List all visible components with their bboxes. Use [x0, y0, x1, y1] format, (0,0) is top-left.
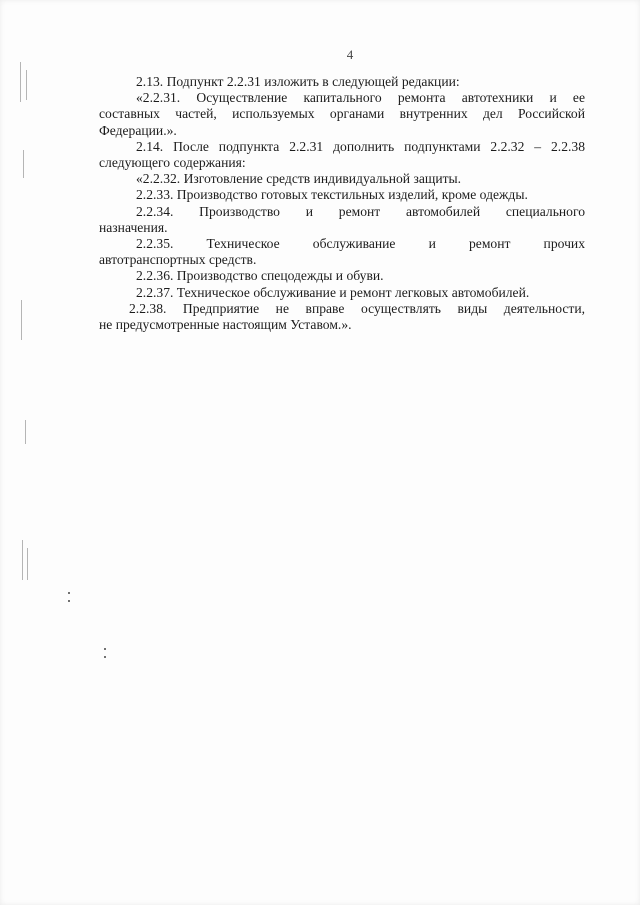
paragraph-line: следующего содержания: [99, 155, 246, 171]
scan-margin-marks [16, 0, 36, 905]
paragraph-line: «2.2.31. Осуществление капитального ремонта автотехники и ее [136, 90, 585, 106]
paragraph-line: автотранспортных средств. [99, 252, 257, 268]
paragraph-line: назначения. [99, 219, 168, 235]
paragraph-line: Федерации.». [99, 122, 177, 138]
document-body [99, 74, 585, 333]
paragraph-line: «2.2.32. Изготовление средств индивидуальной защиты. [136, 171, 462, 187]
paragraph-line: составных частей, используемых органами внутренних дел Российской [99, 106, 585, 122]
paragraph-line: 2.2.37. Техническое обслуживание и ремонт легковых автомобилей. [136, 284, 530, 300]
paragraph-line: 2.2.33. Производство готовых текстильных изделий, кроме одежды. [136, 187, 528, 203]
page-number: 4 [346, 47, 354, 62]
paragraph-line: 2.2.38. Предприятие не вправе осуществлять виды деятельности, [129, 300, 585, 316]
paragraph-line: 2.14. После подпункта 2.2.31 дополнить подпунктами 2.2.32 – 2.2.38 [136, 138, 585, 154]
paragraph-line: 2.2.35. Техническое обслуживание и ремонт прочих [136, 236, 585, 252]
paragraph-line: 2.2.34. Производство и ремонт автомобилей специального [136, 203, 585, 219]
paragraph-line: 2.13. Подпункт 2.2.31 изложить в следующей редакции: [136, 74, 460, 89]
paragraph-line: 2.2.36. Производство спецодежды и обуви. [136, 268, 384, 284]
paragraph-line: не предусмотренные настоящим Уставом.». [99, 317, 352, 333]
